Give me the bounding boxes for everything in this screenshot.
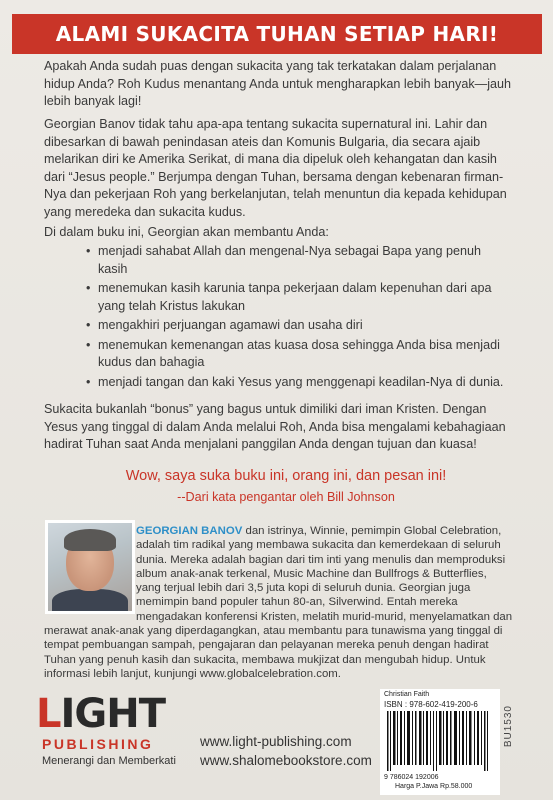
- list-item: • menjadi tangan dan kaki Yesus yang menggenapi keadilan-Nya di dunia.: [86, 374, 506, 392]
- endorsement-quote: Wow, saya suka buku ini, orang ini, dan pesan ini!: [125, 468, 447, 484]
- list-item: • menemukan kemenangan atas kuasa dosa sehingga Anda bisa menjadi kudus dan bahagia: [86, 337, 506, 372]
- list-item: • menemukan kasih karunia tanpa pekerjaan dalam kepenuhan dari apa yang telah Kristus lakukan: [86, 280, 506, 315]
- bookstore-website[interactable]: www.shalomebookstore.com: [200, 753, 372, 768]
- photo-hair: [64, 529, 116, 551]
- barcode-icon: [386, 711, 490, 771]
- publisher-tagline: Menerangi dan Memberkati: [42, 755, 176, 767]
- benefits-list: [86, 243, 506, 393]
- list-item: • mengakhiri perjuangan agamawi dan usaha diri: [86, 317, 506, 335]
- author-name: GEORGIAN BANOV: [136, 525, 243, 537]
- author-background-paragraph: Georgian Banov tidak tahu apa-apa tentang sukacita supernatural ini. Lahir dan dibesarkan di bawah penindasan ateis dan Komunis Bulgaria, dia secara ajaib melarikan diri ke Amerika Serikat, di mana dia dipeluk oleh kehangatan dan kasih dari “Jesus people.” Berjumpa dengan Tuhan, bersama dengan kebenaran firman-Nya dan pekerjaan Roh yang berkelanjutan, telah menuntun dia kepada kehidupan yang meredeka dan sukacita kudus.: [44, 117, 507, 219]
- photo-shirt: [52, 589, 128, 614]
- publisher-logo: [36, 691, 165, 737]
- list-item: • menjadi sahabat Allah dan mengenal-Nya sebagai Bapa yang penuh kasih: [86, 243, 506, 278]
- barcode-category: Christian Faith: [384, 691, 430, 698]
- publisher-logo-sub: PUBLISHING: [42, 736, 154, 752]
- author-bio-text: dan istrinya, Winnie, pemimpin Global Celebration, adalah tim radikal yang membawa sukacita dan kemerdekaan di seluruh dunia. Mereka adalah bagian dari tim inti yang menulis dan memproduksi album anak-anak terkenal, Music Machine dan Bullfrogs & Butterflies, yang terjual lebih dari 3,5 juta kopi di seluruh dunia. Georgian juga memimpin band populer tahun 80-an, Silverwind. Entah mereka mengadakan konferensi Kristen, melatih murid-murid, menyelamatkan dan merawat anak-anak yang diperdagangkan, atau membantu para tunawisma yang tinggal di tempat pembuangan sampah, pengajaran dan pelayanan mereka penuh dengan hadirat Tuhan yang penuh kasih dan sukacita, membawa mukjizat dan mengubah hidup. Untuk informasi lebih lanjut, kunjungi www.globalcelebration.com.: [44, 525, 513, 680]
- logo-letters-ight: IGHT: [60, 691, 165, 737]
- price-label: Harga P.Jawa Rp.58.000: [395, 783, 473, 790]
- logo-letter-l: L: [36, 691, 61, 737]
- author-photo: [45, 520, 135, 614]
- side-product-code: BU1530: [503, 705, 514, 748]
- publisher-website[interactable]: www.light-publishing.com: [200, 734, 352, 749]
- headline-banner: ALAMI SUKACITA TUHAN SETIAP HARI!: [12, 14, 542, 54]
- bullets-intro: Di dalam buku ini, Georgian akan membantu Anda:: [44, 225, 329, 239]
- endorsement-attribution: --Dari kata pengantar oleh Bill Johnson: [177, 490, 395, 504]
- barcode-isbn: ISBN : 978-602-419-200-6: [384, 700, 478, 709]
- closing-paragraph: Sukacita bukanlah “bonus” yang bagus untuk dimiliki dari iman Kristen. Dengan Yesus yang tinggal di dalam Anda melalui Roh, Anda bisa mengalami kebahagiaan hadirat Tuhan saat Anda menjalani panggilan Anda dengan tujuan dan kuasa!: [44, 402, 506, 451]
- intro-paragraph: Apakah Anda sudah puas dengan sukacita yang tak terkatakan dalam perjalanan hidup Anda? Roh Kudus menantang Anda untuk mengharapkan lebih banyak—jauh lebih banyak lagi!: [44, 59, 512, 108]
- barcode-number: 9 786024 192006: [384, 774, 439, 781]
